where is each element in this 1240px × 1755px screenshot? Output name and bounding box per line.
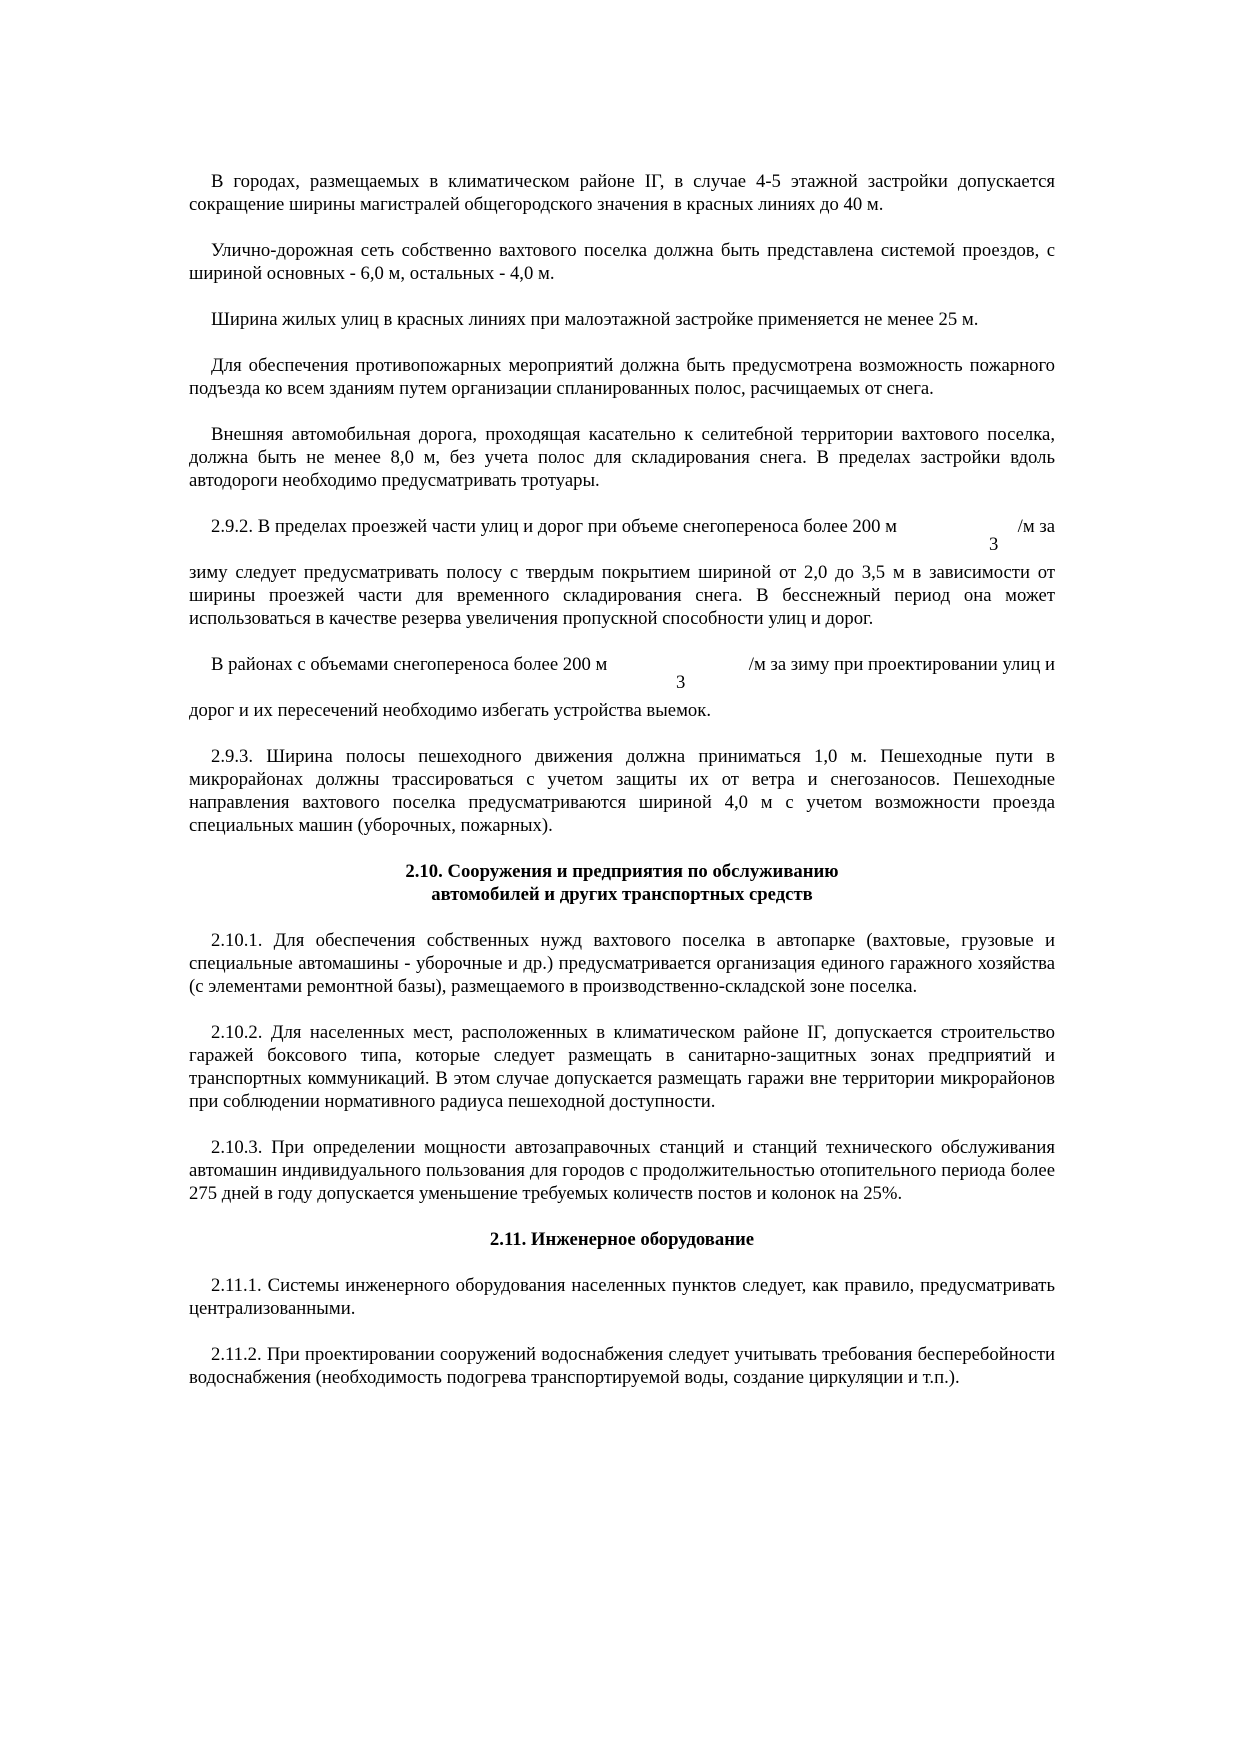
document-page bbox=[189, 170, 1055, 1389]
paragraph-snow-regions-first-line bbox=[189, 653, 1055, 693]
paragraph-2-10-1: 2.10.1. Для обеспечения собственных нужд вахтового поселка в автопарке (вахтовые, грузовые и специальные автомашины - уборочные и др.) предусматривается организация единого гаражного хозяйства (с элементами ремонтной базы), размещаемого в производственно-складской зоне поселка. bbox=[189, 930, 1055, 997]
paragraph-2-9-3: 2.9.3. Ширина полосы пешеходного движения должна приниматься 1,0 м. Пешеходные пути в микрорайонах должны трассироваться с учетом защиты их от ветра и снегозаносов. Пешеходные направления вахтового поселка предусматриваются шириной 4,0 м с учетом возможности проезда специальных машин (уборочных, пожарных). bbox=[189, 746, 1055, 836]
paragraph-external-road: Внешняя автомобильная дорога, проходящая касательно к селитебной территории вахтового поселка, должна быть не менее 8,0 м, без учета полос для складирования снега. В пределах застройки вдоль автодороги необходимо предусматривать тротуары. bbox=[189, 424, 1055, 491]
paragraph-2-10-2: 2.10.2. Для населенных мест, расположенных в климатическом районе IГ, допускается строительство гаражей боксового типа, которые следует размещать в санитарно-защитных зонах предприятий и транспортных коммуникаций. В этом случае допускается размещать гаражи вне территории микрорайонов при соблюдении нормативного радиуса пешеходной доступности. bbox=[189, 1022, 1055, 1112]
paragraph-2-11-2: 2.11.2. При проектировании сооружений водоснабжения следует учитывать требования бесперебойности водоснабжения (необходимость подогрева транспортируемой воды, создание циркуляции и т.п.). bbox=[189, 1344, 1055, 1388]
paragraph-2-9-2-start: 2.9.2. В пределах проезжей части улиц и дорог при объеме снегопереноса более 200 м bbox=[211, 516, 897, 537]
superscript-cubic-2: 3 bbox=[676, 672, 686, 693]
paragraph-fire-access: Для обеспечения противопожарных мероприятий должна быть предусмотрена возможность пожарного подъезда ко всем зданиям путем организации спланированных полос, расчищаемых от снега. bbox=[189, 355, 1055, 399]
heading-2-11: 2.11. Инженерное оборудование bbox=[489, 1229, 755, 1250]
paragraph-2-9-2-unit: /м за bbox=[1017, 516, 1055, 537]
paragraph-2-9-2-rest: зиму следует предусматривать полосу с твердым покрытием шириной от 2,0 до 3,5 м в зависимости от ширины проезжей части для временного складирования снега. В бесснежный период она может использоваться в качестве резерва увеличения пропускной способности улиц и дорог. bbox=[189, 562, 1055, 629]
heading-2-10-line-1: 2.10. Сооружения и предприятия по обслуживанию bbox=[405, 861, 839, 882]
paragraph-2-10-3: 2.10.3. При определении мощности автозаправочных станций и станций технического обслуживания автомашин индивидуального пользования для городов с продолжительностью отопительного периода более 275 дней в году допускается уменьшение требуемых количеств постов и колонок на 25%. bbox=[189, 1137, 1055, 1204]
paragraph-magistral-width: В городах, размещаемых в климатическом районе IГ, в случае 4-5 этажной застройки допускается сокращение ширины магистралей общегородского значения в красных линиях до 40 м. bbox=[189, 171, 1055, 215]
heading-2-10-line-2: автомобилей и других транспортных средств bbox=[431, 884, 813, 905]
heading-2-10 bbox=[189, 860, 1055, 906]
paragraph-residential-streets: Ширина жилых улиц в красных линиях при малоэтажной застройке применяется не менее 25 м. bbox=[211, 309, 979, 330]
paragraph-snow-regions-start: В районах с объемами снегопереноса более 200 м bbox=[211, 654, 608, 675]
paragraph-snow-regions-unit: /м за зиму при проектировании улиц и bbox=[748, 654, 1055, 675]
superscript-cubic-1: 3 bbox=[989, 534, 999, 555]
paragraph-street-network: Улично-дорожная сеть собственно вахтового поселка должна быть представлена системой проездов, с шириной основных - 6,0 м, остальных - 4,0 м. bbox=[189, 240, 1055, 284]
paragraph-snow-regions-rest: дорог и их пересечений необходимо избегать устройства выемок. bbox=[189, 700, 711, 721]
paragraph-2-11-1: 2.11.1. Системы инженерного оборудования населенных пунктов следует, как правило, предусматривать централизованными. bbox=[189, 1275, 1055, 1319]
paragraph-2-9-2-first-line bbox=[189, 515, 1055, 555]
